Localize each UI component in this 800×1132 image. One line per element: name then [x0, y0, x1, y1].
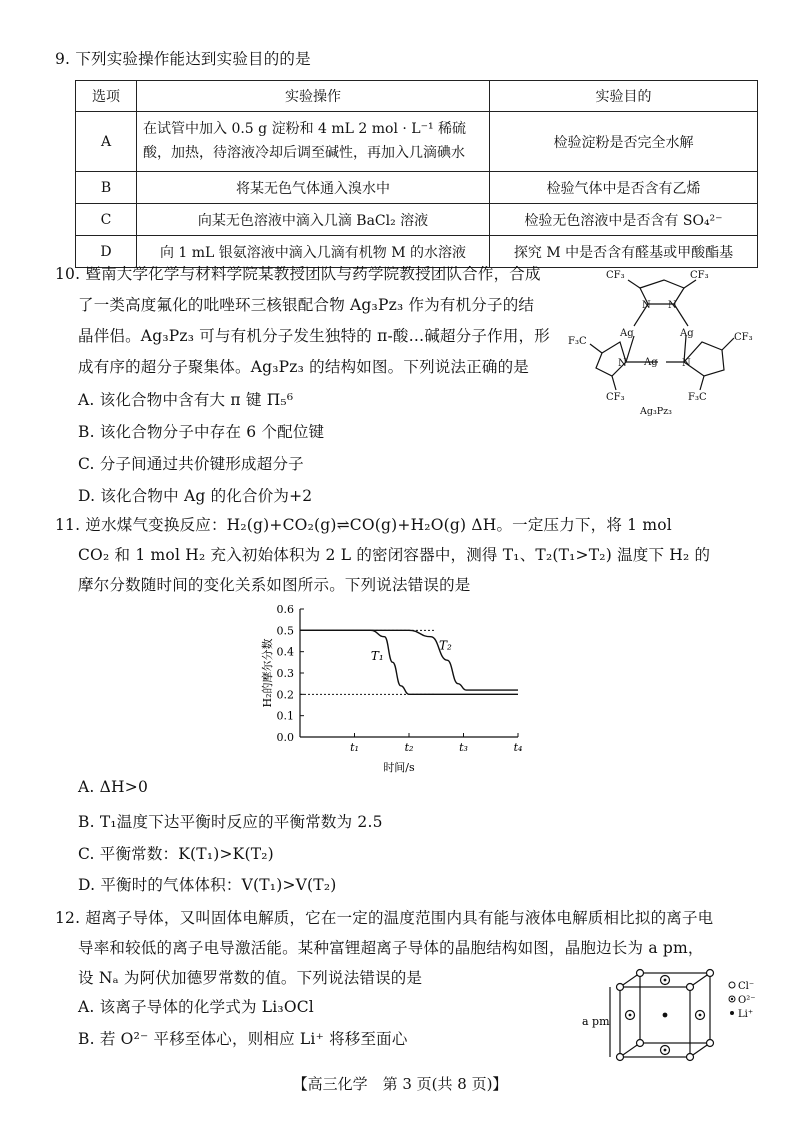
f3c-label: F₃C [568, 336, 587, 347]
n-label: N [668, 300, 677, 311]
q12-line: 导率和较低的离子电导激活能。某种富锂超离子导体的晶胞结构如图，晶胞边长为 a pm， [78, 939, 704, 957]
y-tick-label: 0.4 [276, 645, 294, 659]
cell-edge-label: a pm [582, 1015, 610, 1028]
ag-label: Ag [680, 328, 694, 339]
q10-line: 了一类高度氟化的吡唑环三核银配合物 Ag₃Pz₃ 作为有机分子的结 [78, 296, 535, 314]
q9-table [75, 80, 758, 268]
y-tick-label: 0.5 [276, 624, 294, 638]
y-tick-label: 0.3 [276, 667, 294, 680]
chart-labels [371, 639, 452, 664]
row-option: C [76, 204, 137, 236]
chart-series [300, 630, 518, 694]
y-tick-label: 0.6 [276, 603, 294, 616]
ag-label: Ag [644, 357, 658, 368]
row-option: B [76, 172, 137, 204]
y-tick-label: 0.1 [276, 709, 294, 723]
crystal-cell-diagram [580, 965, 790, 1065]
q12-option-b: B. 若 O²⁻ 平移至体心，则相应 Li⁺ 将移至面心 [78, 1030, 408, 1048]
row-operation: 向 1 mL 银氨溶液中滴入几滴有机物 M 的水溶液 [137, 236, 490, 268]
row-operation: 将某无色气体通入溴水中 [137, 172, 490, 204]
ag3pz3-structure-diagram [562, 258, 782, 418]
q11-option-c: C. 平衡常数：K(T₁)>K(T₂) [78, 845, 274, 863]
ag-label: Ag [620, 328, 634, 339]
y-tick-label: 0.2 [276, 688, 294, 702]
chart-reference-lines [300, 630, 435, 694]
q10-option-b: B. 该化合物分子中存在 6 个配位键 [78, 423, 325, 441]
h2-mole-fraction-chart [255, 600, 540, 780]
y-tick-label: 0.0 [276, 731, 294, 744]
q10-option-c: C. 分子间通过共价键形成超分子 [78, 455, 304, 473]
table-row [76, 112, 758, 172]
q10-line: 10. 暨南大学化学与材料学院某教授团队与药学院教授团队合作，合成 [55, 265, 541, 283]
q10-option-d: D. 该化合物中 Ag 的化合价为+2 [78, 487, 313, 505]
operation-line: 酸，加热，待溶液冷却后调至碱性，再加入几滴碘水 [143, 144, 465, 161]
operation-line: 在试管中加入 0.5 g 淀粉和 4 mL 2 mol · L⁻¹ 稀硫 [143, 120, 467, 137]
table-row [76, 172, 758, 204]
n-label: N [618, 358, 627, 369]
x-tick-label: t₄ [513, 741, 523, 754]
q11-option-a: A. ΔH>0 [78, 778, 149, 796]
q9-title: 9. 下列实验操作能达到实验目的的是 [55, 50, 311, 68]
q11-option-d: D. 平衡时的气体体积：V(T₁)>V(T₂) [78, 876, 337, 894]
q10-line: 成有序的超分子聚集体。Ag₃Pz₃ 的结构如图。下列说法正确的是 [78, 358, 529, 376]
chart-axes [260, 603, 522, 774]
series-line-2 [300, 630, 518, 690]
q11-option-b: B. T₁温度下达平衡时反应的平衡常数为 2.5 [78, 813, 383, 831]
legend-cl: Cl⁻ [738, 981, 755, 992]
row-purpose: 探究 M 中是否含有醛基或甲酸酯基 [490, 236, 758, 268]
x-tick-label: t₃ [459, 741, 468, 754]
cf3-label: CF₃ [734, 332, 753, 343]
row-operation [137, 112, 490, 172]
row-purpose: 检验淀粉是否完全水解 [490, 112, 758, 172]
q12-line: 12. 超离子导体，又叫固体电解质，它在一定的温度范围内具有能与液体电解质相比拟的离子电 [55, 909, 714, 927]
x-axis-label: 时间/s [383, 761, 415, 774]
f3c-label: F₃C [688, 392, 707, 403]
series-line-1 [300, 630, 518, 694]
row-option: A [76, 112, 137, 172]
q12-option-a: A. 该离子导体的化学式为 Li₃OCl [78, 998, 314, 1016]
row-purpose: 检验无色溶液中是否含有 SO₄²⁻ [490, 204, 758, 236]
q10-line: 晶伴侣。Ag₃Pz₃ 可与有机分子发生独特的 π-酸…碱超分子作用，形 [78, 327, 550, 345]
row-option: D [76, 236, 137, 268]
q11-line: 摩尔分数随时间的变化关系如图所示。下列说法错误的是 [78, 576, 471, 594]
row-purpose: 检验气体中是否含有乙烯 [490, 172, 758, 204]
legend-o: O²⁻ [738, 995, 756, 1006]
q11-line: CO₂ 和 1 mol H₂ 充入初始体积为 2 L 的密闭容器中，测得 T₁、T₂(T₁>T₂) 温度下 H₂ 的 [78, 546, 711, 564]
structure-caption: Ag₃Pz₃ [640, 406, 672, 417]
cf3-label: CF₃ [606, 392, 625, 403]
legend-li: Li⁺ [738, 1009, 754, 1020]
n-label: N [682, 358, 691, 369]
n-label: N [642, 300, 651, 311]
x-tick-label: t₁ [350, 741, 359, 754]
cf3-label: CF₃ [690, 270, 709, 281]
series-label-2: T₂ [438, 638, 452, 653]
row-operation: 向某无色溶液中滴入几滴 BaCl₂ 溶液 [137, 204, 490, 236]
header-operation: 实验操作 [137, 81, 490, 112]
table-header-row [76, 81, 758, 112]
y-axis-label: H₂的摩尔分数 [261, 638, 274, 708]
page-footer: 【高三化学 第 3 页(共 8 页)】 [292, 1075, 508, 1093]
cf3-label: CF₃ [606, 270, 625, 281]
q12-line: 设 Nₐ 为阿伏加德罗常数的值。下列说法错误的是 [78, 969, 423, 987]
table-row [76, 204, 758, 236]
series-label-1: T₁ [370, 649, 384, 664]
q10-option-a: A. 该化合物中含有大 π 键 Π₅⁶ [78, 391, 294, 409]
x-tick-label: t₂ [404, 741, 414, 754]
q11-line: 11. 逆水煤气变换反应：H₂(g)+CO₂(g)⇌CO(g)+H₂O(g) ΔH。一定压力下，将 1 mol [55, 516, 672, 534]
header-option: 选项 [76, 81, 137, 112]
header-purpose: 实验目的 [490, 81, 758, 112]
